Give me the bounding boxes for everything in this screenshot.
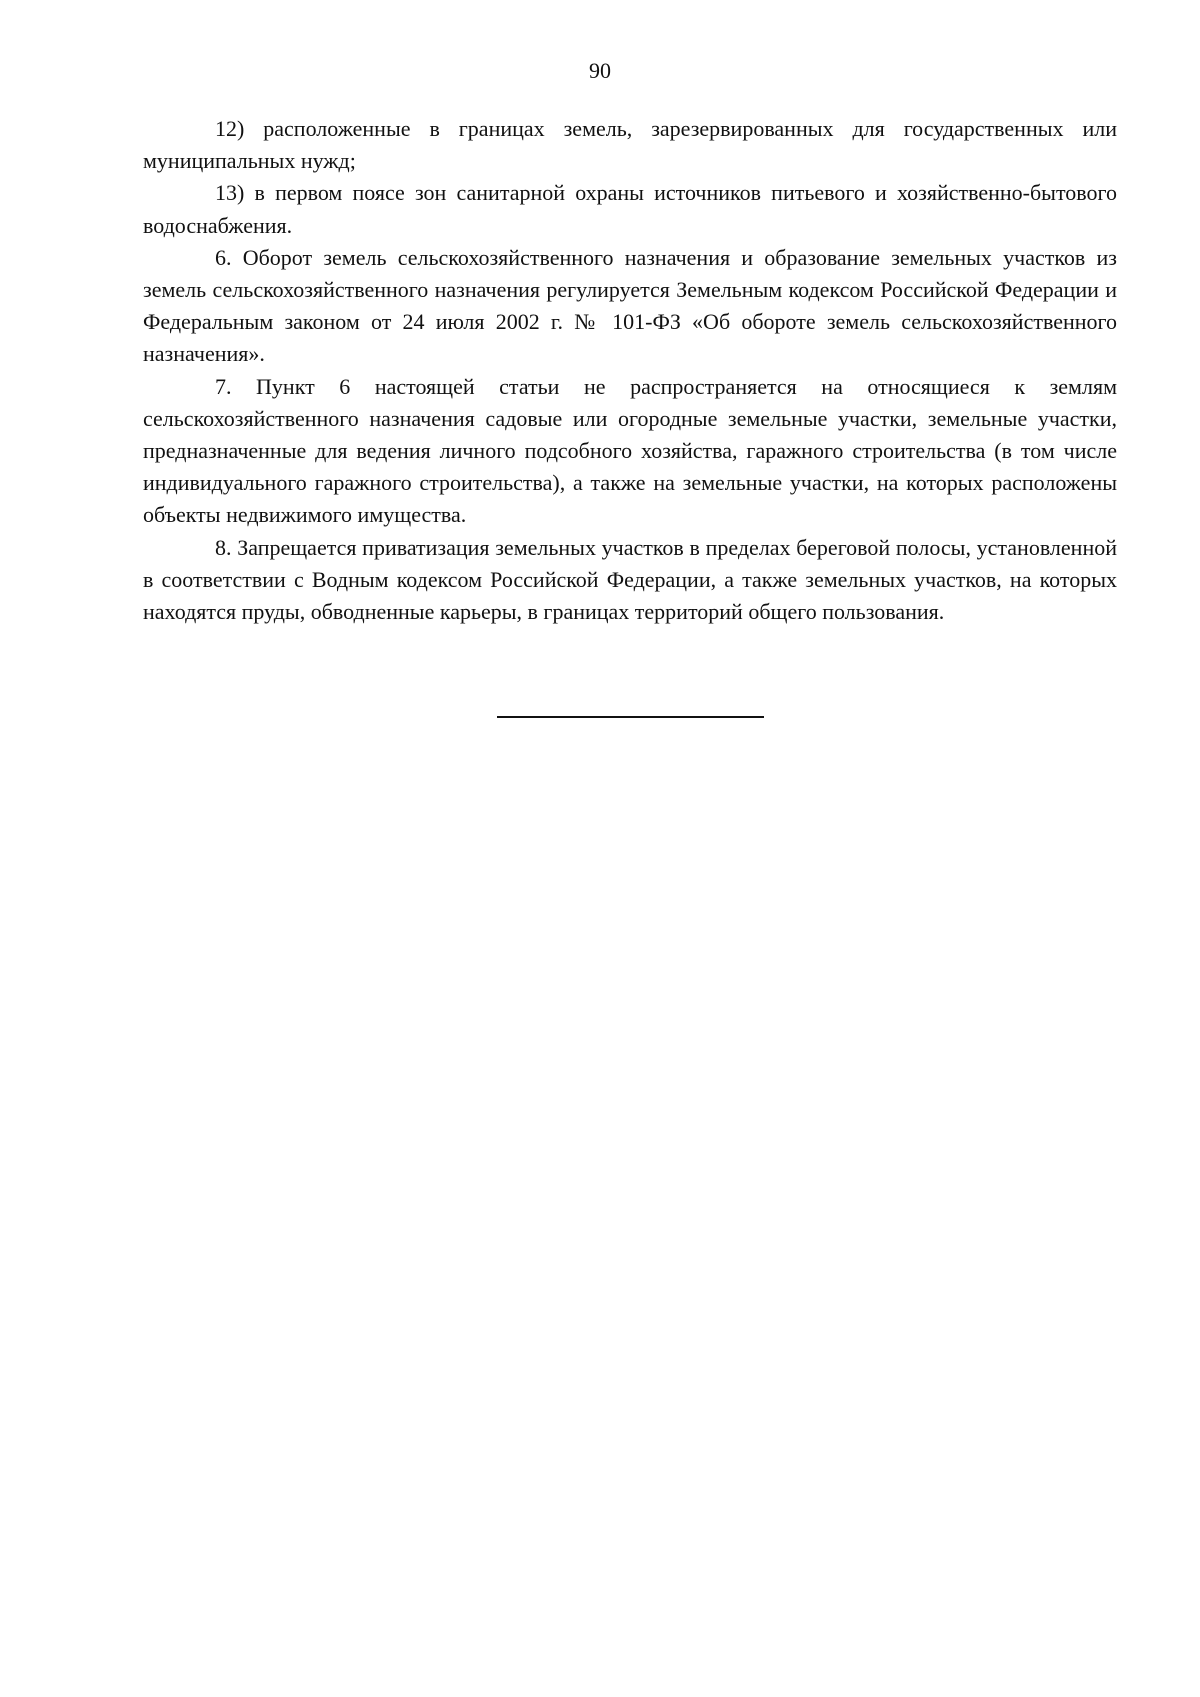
paragraph-clause-7: 7. Пункт 6 настоящей статьи не распространяется на относящиеся к землям сельскохозяйственного назначения садовые или огородные земельные участки, земельные участки, предназначенные для ведения личного подсобного хозяйства, гаражного строительства (в том числе индивидуального гаражного строительства), а также на земельные участки, на которых расположены объекты недвижимого имущества. xyxy=(143,373,1117,528)
paragraph-item-12: 12) расположенные в границах земель, зарезервированных для государственных или муниципальных нужд; xyxy=(143,116,1117,174)
paragraph-item-13: 13) в первом поясе зон санитарной охраны источников питьевого и хозяйственно-бытового водоснабжения. xyxy=(143,180,1117,238)
document-body xyxy=(143,113,1117,628)
end-separator-line xyxy=(497,716,764,718)
paragraph-clause-8: 8. Запрещается приватизация земельных участков в пределах береговой полосы, установленной в соответствии с Водным кодексом Российской Федерации, а также земельных участков, на которых находятся пруды, обводненные карьеры, в границах территорий общего пользования. xyxy=(143,534,1117,625)
paragraph-clause-6: 6. Оборот земель сельскохозяйственного назначения и образование земельных участков из земель сельскохозяйственного назначения регулируется Земельным кодексом Российской Федерации и Федеральным законом от 24 июля 2002 г. № 101-ФЗ «Об обороте земель сельскохозяйственного назначения». xyxy=(143,244,1117,367)
page-number: 90 xyxy=(589,58,611,83)
